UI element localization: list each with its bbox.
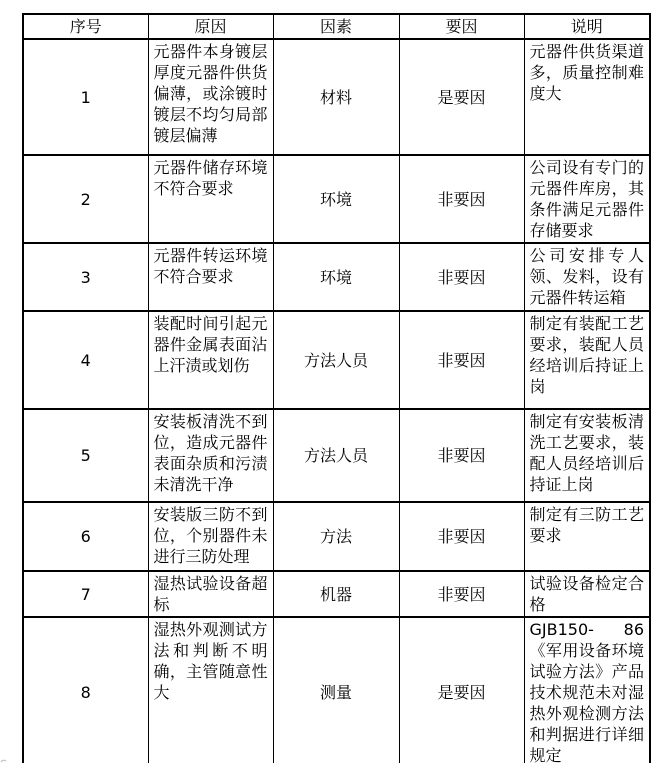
cell-key: 非要因: [399, 311, 524, 409]
cell-no: 2: [23, 155, 148, 243]
cell-factor: 方法: [273, 502, 399, 571]
cell-key: 是要因: [399, 39, 524, 155]
cell-no: 3: [23, 243, 148, 311]
col-header-factor: 因素: [273, 14, 399, 39]
cell-factor: 方法人员: [273, 409, 399, 502]
cell-reason: 装配时间引起元器件金属表面沾上汗渍或划伤: [148, 311, 273, 409]
cell-no: 6: [23, 502, 148, 571]
cell-note: 公司设有专门的元器件库房，其条件满足元器件存储要求: [524, 155, 650, 243]
cell-note: 制定有安装板清洗工艺要求，装配人员经培训后持证上岗: [524, 409, 650, 502]
cell-factor: 环境: [273, 155, 399, 243]
cell-no: 4: [23, 311, 148, 409]
cell-factor: 机器: [273, 571, 399, 617]
cell-reason: 湿热外观测试方法和判断不明确，主管随意性大: [148, 617, 273, 763]
cell-key: 非要因: [399, 571, 524, 617]
cell-factor: 测量: [273, 617, 399, 763]
cell-key: 非要因: [399, 409, 524, 502]
cell-no: 8: [23, 617, 148, 763]
col-header-no: 序号: [23, 14, 148, 39]
table-row: [23, 571, 650, 617]
cell-reason: 安装板清洗不到位，造成元器件表面杂质和污渍未清洗干净: [148, 409, 273, 502]
col-header-key: 要因: [399, 14, 524, 39]
corner-smudge-artifact: [0, 753, 10, 763]
cell-note: 公司安排专人领、发料，设有元器件转运箱: [524, 243, 650, 311]
cell-note: 元器件供货渠道多，质量控制难度大: [524, 39, 650, 155]
cell-note: GJB150- 86《军用设备环境试验方法》产品技术规范未对湿热外观检测方法和判据进行详细规定: [524, 617, 650, 763]
cell-note: 试验设备检定合格: [524, 571, 650, 617]
table-row: [23, 409, 650, 502]
cell-key: 非要因: [399, 243, 524, 311]
table-row: [23, 39, 650, 155]
cell-reason: 安装版三防不到位，个别器件未进行三防处理: [148, 502, 273, 571]
cell-key: 是要因: [399, 617, 524, 763]
cell-key: 非要因: [399, 155, 524, 243]
cause-analysis-table: [22, 13, 651, 763]
table-row: [23, 617, 650, 763]
cell-key: 非要因: [399, 502, 524, 571]
col-header-note: 说明: [524, 14, 650, 39]
cell-no: 1: [23, 39, 148, 155]
cell-reason: 元器件储存环境不符合要求: [148, 155, 273, 243]
table-row: [23, 155, 650, 243]
cell-factor: 环境: [273, 243, 399, 311]
cell-note: 制定有三防工艺要求: [524, 502, 650, 571]
header-row: [23, 14, 650, 39]
col-header-reason: 原因: [148, 14, 273, 39]
cell-factor: 材料: [273, 39, 399, 155]
cell-reason: 元器件本身镀层厚度元器件供货偏薄，或涂镀时镀层不均匀局部镀层偏薄: [148, 39, 273, 155]
cell-reason: 元器件转运环境不符合要求: [148, 243, 273, 311]
table-row: [23, 311, 650, 409]
cell-reason: 湿热试验设备超标: [148, 571, 273, 617]
cell-no: 5: [23, 409, 148, 502]
table-row: [23, 502, 650, 571]
cell-note: 制定有装配工艺要求，装配人员经培训后持证上岗: [524, 311, 650, 409]
cell-no: 7: [23, 571, 148, 617]
table-row: [23, 243, 650, 311]
cell-factor: 方法人员: [273, 311, 399, 409]
